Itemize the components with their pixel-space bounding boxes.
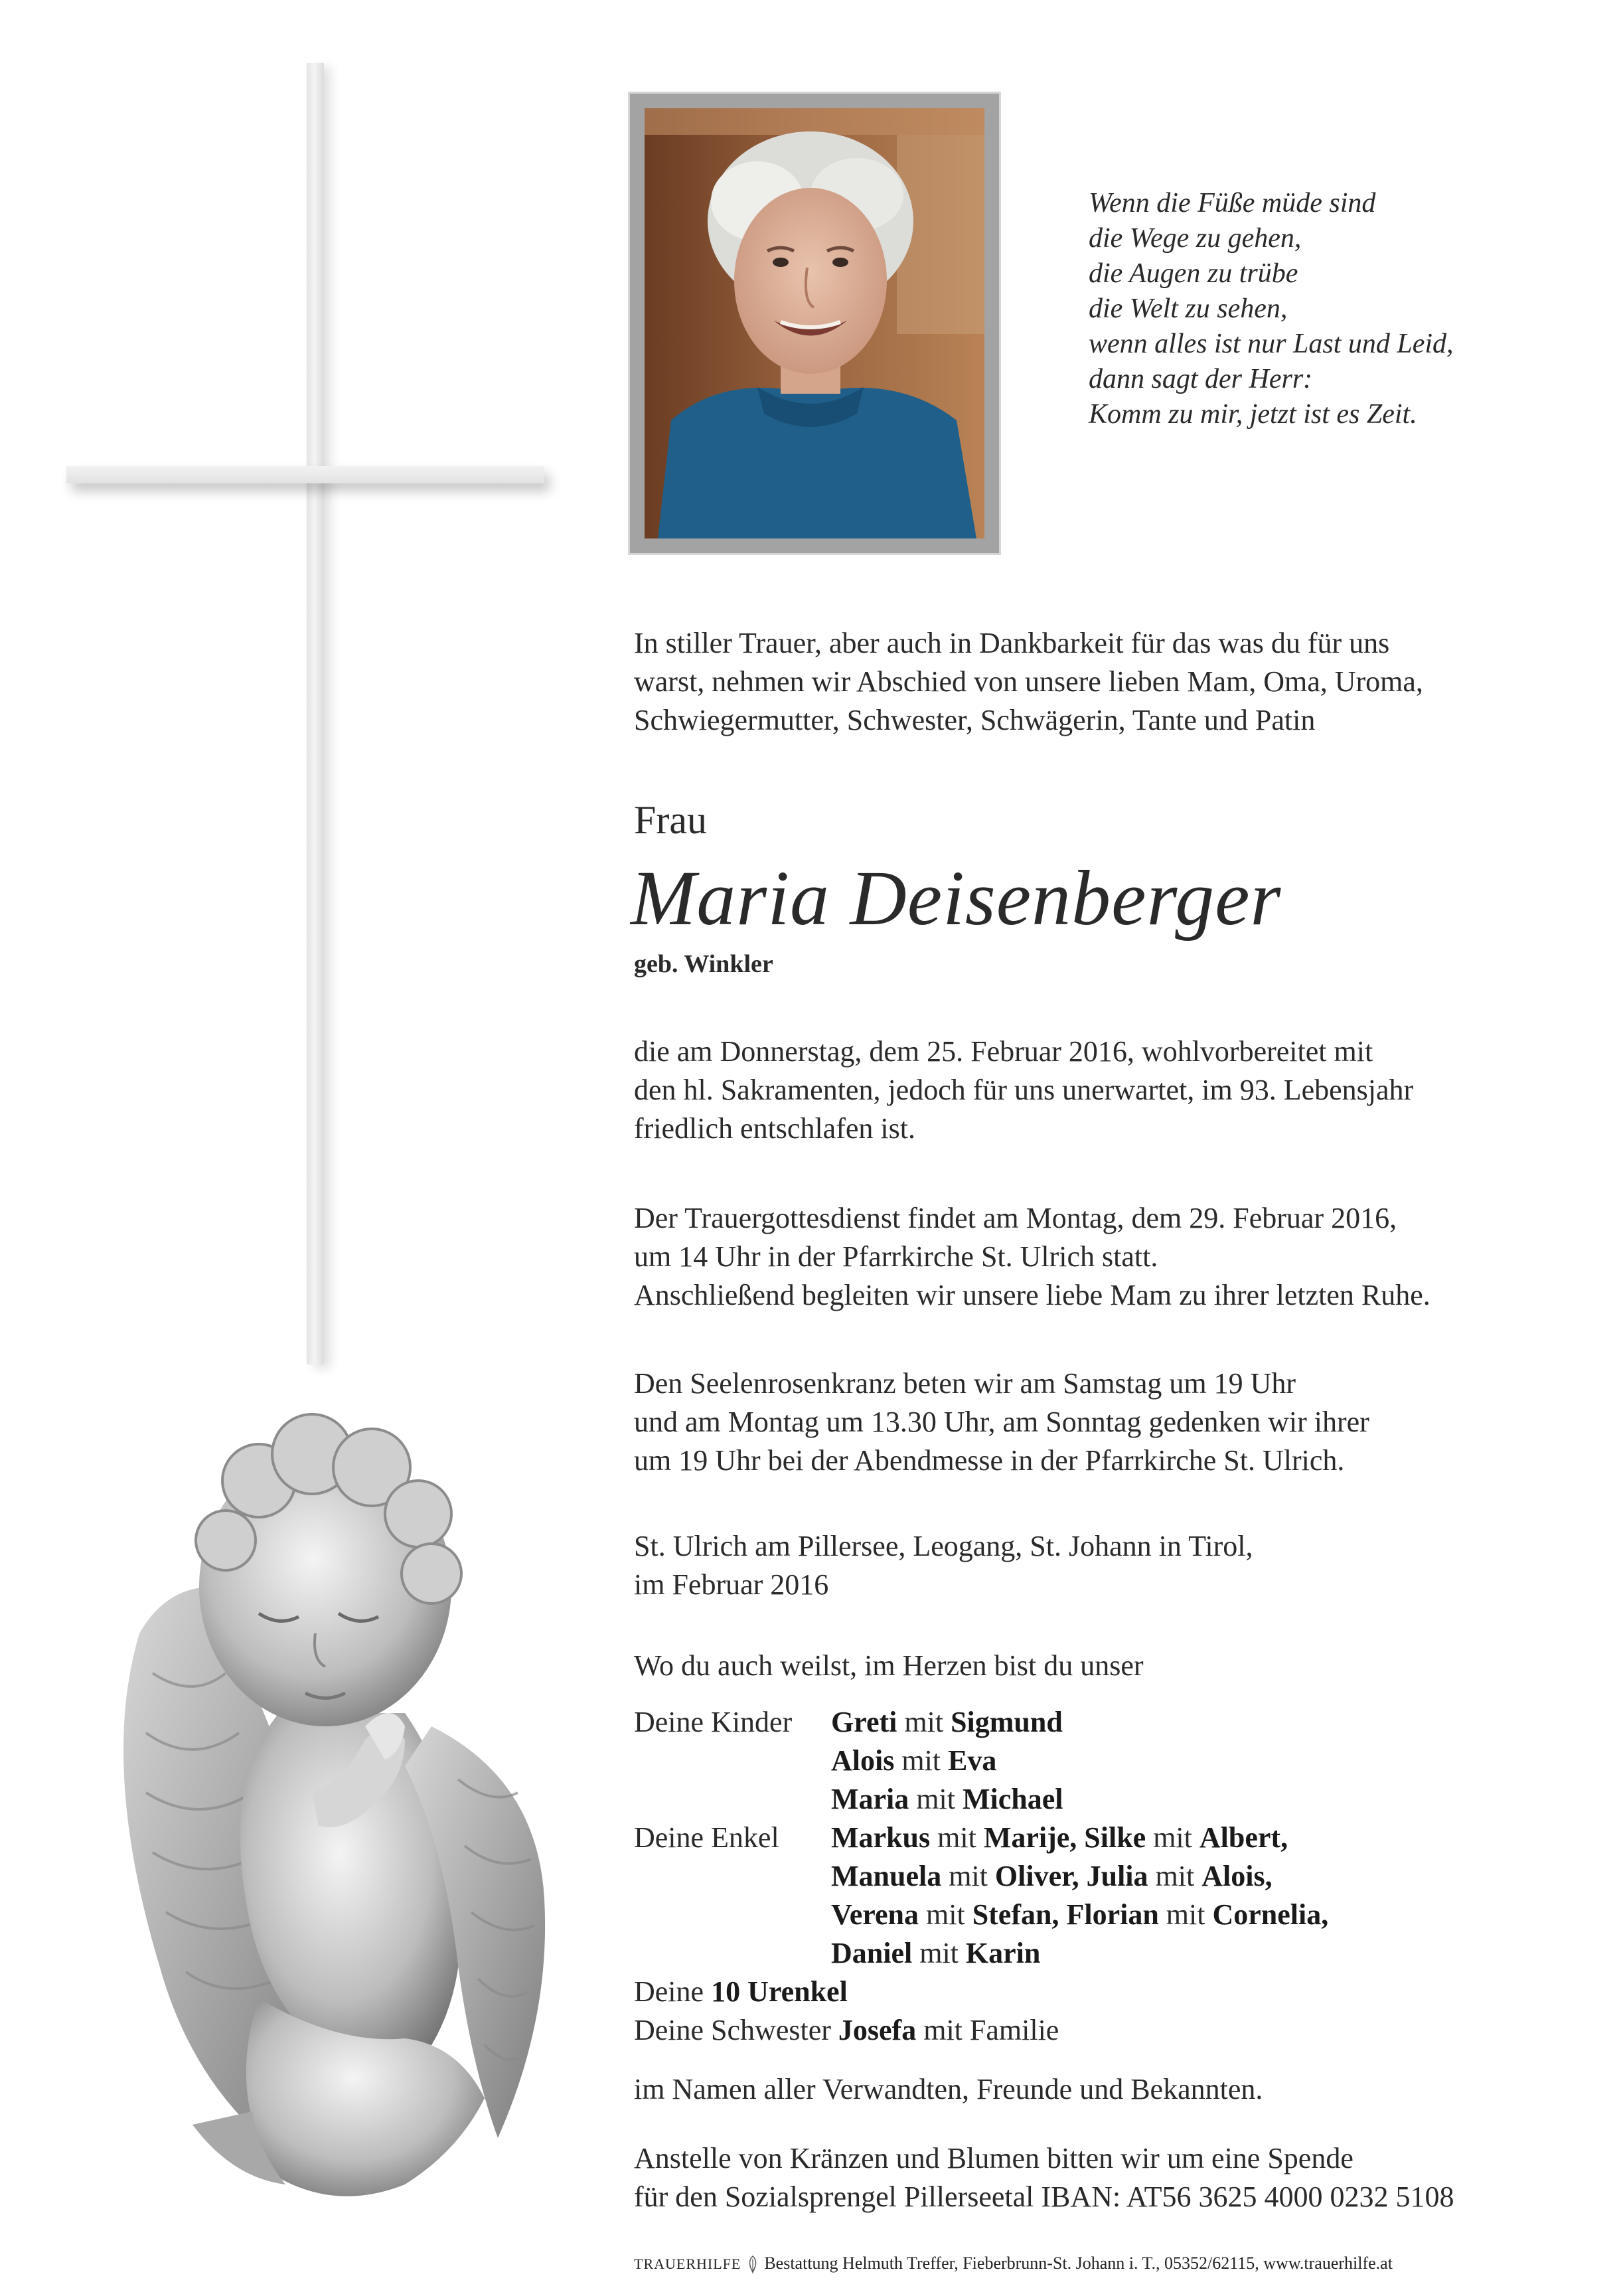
poem-line: Komm zu mir, jetzt ist es Zeit. [1089, 399, 1417, 430]
funeral-line: Der Trauergottesdienst findet am Montag, dem 29. Februar 2016, [634, 1202, 1397, 1234]
funeral-info [634, 1199, 1430, 1315]
child-connector: mit [904, 1706, 944, 1738]
grandchild-name: Marije, Silke [983, 1821, 1146, 1854]
grandchild-name: Albert, [1199, 1821, 1288, 1854]
deceased-name: Maria Deisenberger [631, 855, 1282, 942]
maiden-name: geb. Winkler [634, 950, 773, 978]
great-grandchildren-count: 10 Urenkel [711, 1975, 848, 2008]
children-label: Deine Kinder [634, 1706, 793, 1738]
child-partner: Sigmund [951, 1706, 1063, 1738]
sister [634, 2011, 1059, 2050]
child-partner: Eva [948, 1744, 997, 1777]
donation-request [634, 2139, 1454, 2216]
salutation: Frau [634, 798, 707, 842]
great-grandchildren [634, 1973, 848, 2011]
grandchild-name: Manuela [831, 1860, 942, 1892]
child-name: Alois [831, 1744, 895, 1777]
grandchild-name: Karin [965, 1937, 1041, 1969]
child-entry [831, 1780, 1063, 1819]
connector: mit [912, 1937, 966, 1969]
intro-line: In stiller Trauer, aber auch in Dankbarkeit für das was du für uns [634, 627, 1390, 659]
donation-line: für den Sozialsprengel Pillerseetal IBAN: AT56 3625 4000 0232 5108 [634, 2180, 1454, 2213]
farewell-text: Wo du auch weilst, im Herzen bist du unser [634, 1649, 1144, 1682]
funeral-line: um 14 Uhr in der Pfarrkirche St. Ulrich statt. [634, 1240, 1158, 1273]
rosary-line: um 19 Uhr bei der Abendmesse in der Pfarrkirche St. Ulrich. [634, 1444, 1345, 1477]
connector: mit [930, 1821, 984, 1854]
grandchildren-line [831, 1857, 1273, 1896]
death-notice-line: friedlich entschlafen ist. [634, 1112, 915, 1145]
rosary-info [634, 1364, 1369, 1480]
connector: mit [1158, 1898, 1213, 1931]
grandchild-name: Alois, [1201, 1860, 1273, 1892]
on-behalf-text: im Namen aller Verwandten, Freunde und Bekannten. [634, 2073, 1263, 2105]
footer-brand: TRAUERHILFE [634, 2255, 741, 2272]
leaf-icon [745, 2255, 760, 2275]
poem-line: die Welt zu sehen, [1089, 293, 1288, 324]
place-date [634, 1527, 1253, 1604]
funeral-line: Anschließend begleiten wir unsere liebe Mam zu ihrer letzten Ruhe. [634, 1279, 1430, 1311]
grandchild-name: Verena [831, 1898, 919, 1931]
portrait-photo [645, 108, 984, 538]
poem-line: die Augen zu trübe [1089, 258, 1298, 289]
child-connector: mit [916, 1783, 955, 1815]
grandchildren-line [831, 1934, 1040, 1973]
footer-text: Bestattung Helmuth Treffer, Fieberbrunn-St. Johann i. T., 05352/62115, www.trauerhilfe.at [764, 2254, 1393, 2273]
grandchildren-line [831, 1896, 1328, 1934]
sister-suffix: mit Familie [916, 2014, 1059, 2046]
poem-line: Wenn die Füße müde sind [1089, 188, 1376, 218]
place-date-line: St. Ulrich am Pillersee, Leogang, St. Johann in Tirol, [634, 1530, 1253, 1562]
donation-line: Anstelle von Kränzen und Blumen bitten wir um eine Spende [634, 2142, 1353, 2174]
portrait-frame [628, 92, 1001, 555]
death-notice [634, 1032, 1413, 1148]
child-name: Greti [831, 1706, 897, 1738]
cross-icon [307, 63, 324, 1364]
angel-figure [60, 1301, 604, 2218]
intro-text [634, 624, 1423, 740]
grandchildren-label: Deine Enkel [634, 1821, 779, 1854]
footer [634, 2252, 1393, 2275]
child-name: Maria [831, 1783, 909, 1815]
intro-line: Schwiegermutter, Schwester, Schwägerin, Tante und Patin [634, 704, 1316, 736]
grandchild-name: Oliver, Julia [994, 1860, 1148, 1892]
grandchild-name: Cornelia, [1212, 1898, 1329, 1931]
poem-line: wenn alles ist nur Last und Leid, [1089, 329, 1454, 359]
poem-line: die Wege zu gehen, [1089, 223, 1302, 254]
death-notice-line: den hl. Sakramenten, jedoch für uns unerwartet, im 93. Lebensjahr [634, 1074, 1414, 1106]
sister-name: Josefa [838, 2014, 917, 2046]
rosary-line: Den Seelenrosenkranz beten wir am Samstag um 19 Uhr [634, 1367, 1296, 1400]
intro-line: warst, nehmen wir Abschied von unsere lieben Mam, Oma, Uroma, [634, 665, 1423, 698]
grandchild-name: Daniel [831, 1937, 913, 1969]
on-behalf [634, 2070, 1263, 2109]
great-grandchildren-prefix: Deine [634, 1975, 712, 2008]
poem-line: dann sagt der Herr: [1089, 364, 1313, 394]
child-entry [831, 1742, 996, 1780]
child-entry [831, 1703, 1063, 1742]
grandchild-name: Stefan, Florian [972, 1898, 1159, 1931]
child-partner: Michael [962, 1783, 1063, 1815]
cross-bar [66, 466, 544, 483]
child-connector: mit [901, 1744, 941, 1777]
place-date-line: im Februar 2016 [634, 1568, 829, 1601]
rosary-line: und am Montag um 13.30 Uhr, am Sonntag gedenken wir ihrer [634, 1406, 1369, 1438]
grandchild-name: Markus [831, 1821, 931, 1854]
sister-prefix: Deine Schwester [634, 2014, 838, 2046]
death-notice-line: die am Donnerstag, dem 25. Februar 2016, wohlvorbereitet mit [634, 1035, 1373, 1068]
poem [1089, 186, 1553, 432]
farewell-line [634, 1647, 1144, 1685]
connector: mit [1148, 1860, 1202, 1892]
grandchildren-line [831, 1819, 1288, 1857]
connector: mit [919, 1898, 972, 1931]
connector: mit [1146, 1821, 1199, 1854]
connector: mit [941, 1860, 995, 1892]
